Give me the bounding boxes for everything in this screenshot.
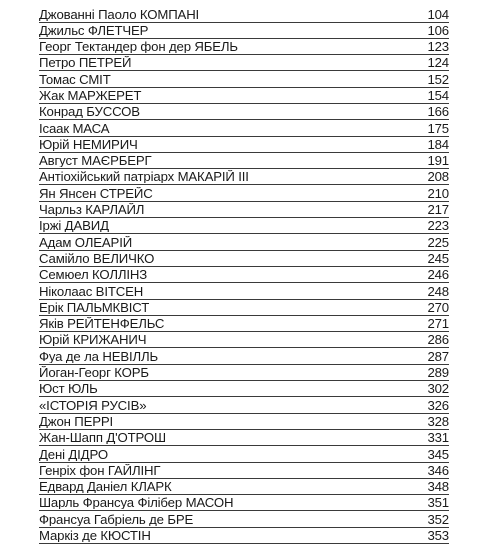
toc-entry [39, 381, 449, 397]
toc-entry-page: 331 [427, 430, 449, 446]
toc-entry-page: 286 [427, 332, 449, 348]
toc-entry-page: 289 [427, 365, 449, 381]
toc-entry-page: 225 [427, 234, 449, 250]
toc-entry-name: Антіохійський патріарх МАКАРІЙ III [39, 170, 249, 184]
toc-entry [39, 23, 449, 39]
toc-entry-page: 191 [427, 153, 449, 169]
toc-entry [39, 316, 449, 332]
toc-entry-page: 223 [427, 218, 449, 234]
toc-entry-page: 184 [427, 136, 449, 152]
toc-entry [39, 153, 449, 169]
toc-entry-name: Дені ДІДРО [39, 447, 108, 461]
toc-entry-page: 208 [427, 169, 449, 185]
toc-entry-page: 348 [427, 479, 449, 495]
toc-entry [39, 5, 449, 23]
toc-entry-page: 328 [427, 413, 449, 429]
toc-entry-page: 217 [427, 202, 449, 218]
toc-entry [39, 511, 449, 527]
toc-entry-name: Жак МАРЖЕРЕТ [39, 88, 142, 102]
toc-entry [39, 479, 449, 495]
toc-entry [39, 88, 449, 104]
toc-entry [39, 463, 449, 479]
toc-entry [39, 104, 449, 120]
toc-entry-page: 123 [427, 39, 449, 55]
toc-entry [39, 267, 449, 283]
toc-entry-page: 154 [427, 87, 449, 103]
toc-entry-page: 345 [427, 446, 449, 462]
toc-entry-name: Іржі ДАВИД [39, 219, 109, 233]
toc-entry-page: 152 [427, 71, 449, 87]
toc-entry-name: Едвард Даніел КЛАРК [39, 480, 172, 494]
toc-entry-name: Петро ПЕТРЕЙ [39, 56, 132, 70]
toc-entry-page: 175 [427, 120, 449, 136]
toc-entry-page: 346 [427, 462, 449, 478]
toc-entry-name: Юст ЮЛЬ [39, 382, 98, 396]
toc-entry [39, 71, 449, 87]
toc-entry [39, 137, 449, 153]
toc-entry [39, 202, 449, 218]
toc-entry-name: Самійло ВЕЛИЧКО [39, 251, 155, 265]
toc-entry-page: 326 [427, 397, 449, 413]
toc-entry-name: Маркіз де КЮСТІН [39, 529, 151, 542]
toc-entry-name: Семюел КОЛЛІНЗ [39, 268, 148, 282]
toc-entry [39, 365, 449, 381]
toc-entry [39, 55, 449, 71]
toc-entry-page: 270 [427, 299, 449, 315]
toc-entry-name: «ІСТОРІЯ РУСІВ» [39, 398, 147, 412]
toc-entry [39, 495, 449, 511]
toc-entry-name: Адам ОЛЕАРІЙ [39, 235, 133, 249]
toc-entry-name: Юрій НЕМИРИЧ [39, 137, 138, 151]
toc-entry-name: Ерік ПАЛЬМКВІСТ [39, 300, 150, 314]
toc-entry-name: Ян Янсен СТРЕЙС [39, 186, 153, 200]
toc-entry-page: 302 [427, 381, 449, 397]
toc-entry [39, 446, 449, 462]
toc-entry [39, 528, 449, 544]
toc-entry-page: 287 [427, 348, 449, 364]
toc-entry-name: Томас СМІТ [39, 72, 111, 86]
toc-entry-page: 352 [427, 511, 449, 527]
toc-entry-page: 246 [427, 267, 449, 283]
table-of-contents [39, 5, 449, 544]
toc-entry-page: 104 [427, 6, 449, 22]
toc-entry [39, 218, 449, 234]
toc-entry-page: 166 [427, 104, 449, 120]
toc-entry-name: Ісаак МАСА [39, 121, 110, 135]
toc-entry [39, 39, 449, 55]
toc-entry-name: Конрад БУССОВ [39, 105, 140, 119]
toc-entry [39, 414, 449, 430]
toc-entry-name: Ніколаас ВІТСЕН [39, 284, 144, 298]
toc-entry-name: Фуа де ла НЕВІЛЛЬ [39, 349, 159, 363]
toc-entry-page: 106 [427, 22, 449, 38]
toc-entry-name: Франсуа Габріель де БРЕ [39, 512, 194, 526]
toc-entry-name: Джильс ФЛЕТЧЕР [39, 23, 149, 37]
toc-entry [39, 332, 449, 348]
toc-entry-page: 124 [427, 55, 449, 71]
toc-entry [39, 430, 449, 446]
toc-entry [39, 348, 449, 364]
toc-entry [39, 300, 449, 316]
toc-entry-name: Йоган-Георг КОРБ [39, 366, 149, 380]
toc-entry-page: 351 [427, 495, 449, 511]
toc-entry-name: Яків РЕЙТЕНФЕЛЬС [39, 317, 165, 331]
toc-entry-name: Жан-Шапп Д'ОТРОШ [39, 431, 166, 445]
toc-entry-page: 271 [427, 316, 449, 332]
toc-entry-name: Август МАЄРБЕРГ [39, 154, 152, 168]
toc-entry [39, 251, 449, 267]
toc-entry-name: Юрій КРИЖАНИЧ [39, 333, 147, 347]
toc-entry [39, 397, 449, 413]
toc-entry-page: 245 [427, 250, 449, 266]
toc-entry [39, 120, 449, 136]
toc-entry-name: Джованні Паоло КОМПАНІ [39, 7, 200, 21]
toc-entry [39, 185, 449, 201]
toc-entry-name: Георг Тектандер фон дер ЯБЕЛЬ [39, 40, 238, 54]
toc-entry [39, 234, 449, 250]
toc-entry [39, 169, 449, 185]
toc-entry-name: Генріх фон ГАЙЛІНГ [39, 463, 161, 477]
toc-entry-name: Чарльз КАРЛАЙЛ [39, 203, 145, 217]
toc-entry-name: Шарль Франсуа Філібер МАСОН [39, 496, 234, 510]
toc-entry-page: 210 [427, 185, 449, 201]
toc-entry [39, 283, 449, 299]
toc-entry-page: 353 [427, 528, 449, 543]
toc-entry-page: 248 [427, 283, 449, 299]
toc-entry-name: Джон ПЕРРІ [39, 414, 114, 428]
